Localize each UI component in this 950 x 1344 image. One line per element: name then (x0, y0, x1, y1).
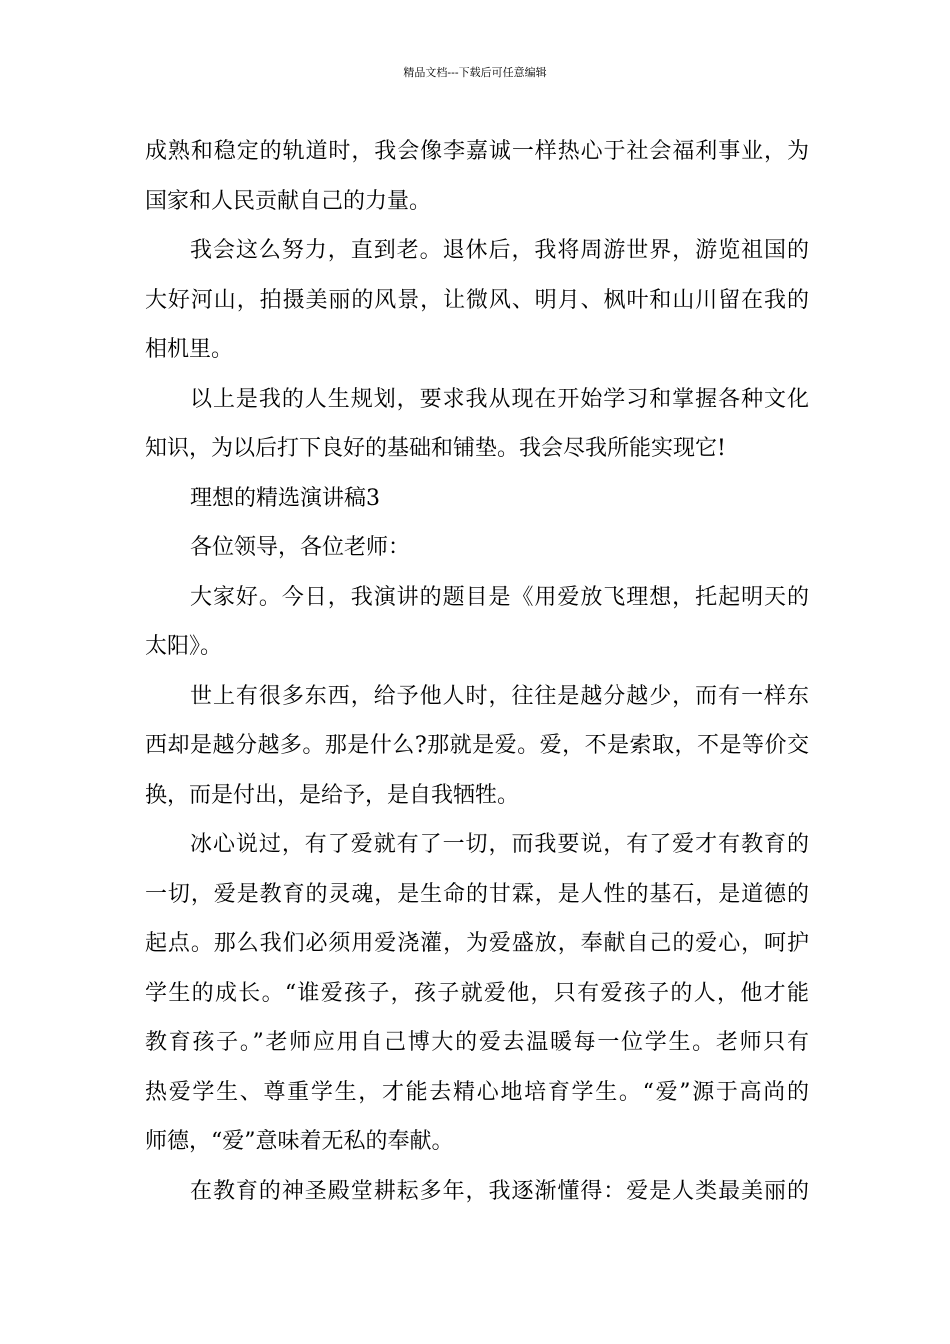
text-line: 各位领导，各位老师： (190, 535, 411, 560)
text-line: 知识，为以后打下良好的基础和铺垫。我会尽我所能实现它! (145, 436, 726, 461)
text-line: 师德，“爱”意味着无私的奉献。 (145, 1129, 454, 1154)
text-line: 换，而是付出，是给予，是自我牺牲。 (145, 782, 520, 808)
text-line: 西却是越分越多。那是什么?那就是爱。爱，不是索取，不是等价交 (145, 733, 809, 758)
section-heading: 理想的精选演讲稿3 (190, 485, 380, 511)
text-line: 热爱学生、尊重学生，才能去精心地培育学生。“爱”源于高尚的 (145, 1079, 809, 1105)
text-line: 一切，爱是教育的灵魂，是生命的甘霖，是人性的基石，是道德的 (145, 881, 809, 907)
text-line: 冰心说过，有了爱就有了一切，而我要说，有了爱才有教育的 (190, 832, 809, 857)
text-line: 太阳》。 (145, 634, 223, 659)
text-line: 我会这么努力，直到老。退休后，我将周游世界，游览祖国的 (190, 238, 809, 263)
text-line: 世上有很多东西，给予他人时，往往是越分越少，而有一样东 (190, 683, 809, 709)
text-line: 大好河山，拍摄美丽的风景，让微风、明月、枫叶和山川留在我的 (145, 287, 809, 313)
document-body (145, 127, 809, 1216)
text-line: 大家好。今日，我演讲的题目是《用爱放飞理想，托起明天的 (190, 584, 809, 610)
text-line: 在教育的神圣殿堂耕耘多年，我逐渐懂得：爱是人类最美丽的 (190, 1178, 809, 1204)
text-line: 成熟和稳定的轨道时，我会像李嘉诚一样热心于社会福利事业，为 (145, 139, 809, 164)
page-header: 精品文档---下载后可任意编辑 (403, 66, 547, 79)
text-line: 以上是我的人生规划，要求我从现在开始学习和掌握各种文化 (190, 386, 809, 412)
text-line: 学生的成长。“谁爱孩子，孩子就爱他，只有爱孩子的人，他才能 (145, 980, 809, 1006)
text-line: 相机里。 (145, 337, 234, 362)
text-line: 起点。那么我们必须用爱浇灌，为爱盛放，奉献自己的爱心，呵护 (145, 931, 809, 956)
text-line: 教育孩子。”老师应用自己博大的爱去温暖每一位学生。老师只有 (145, 1030, 809, 1055)
text-line: 国家和人民贡献自己的力量。 (145, 188, 432, 214)
